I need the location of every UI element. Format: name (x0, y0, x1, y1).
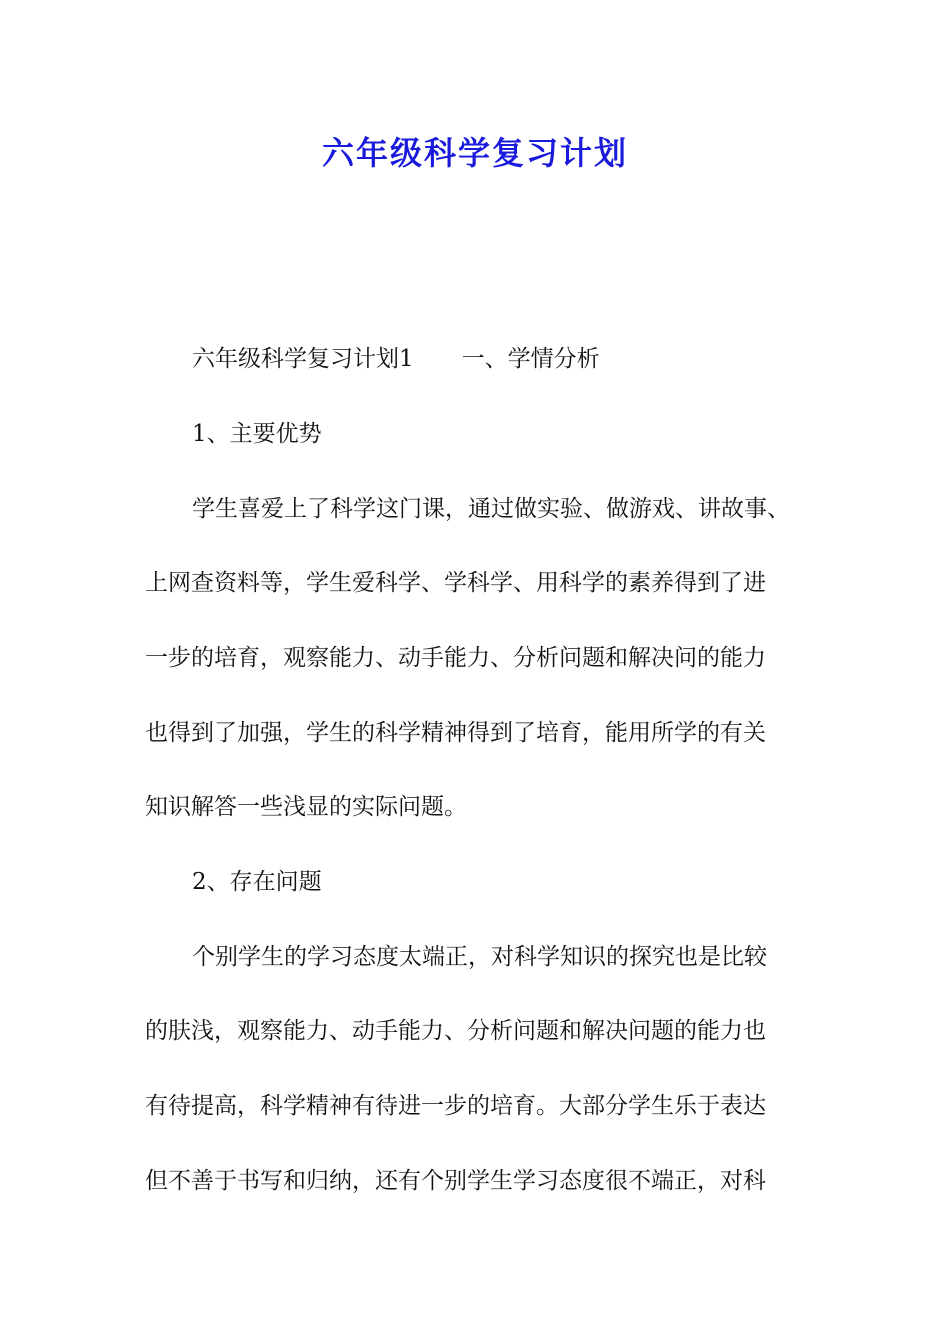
section-heading-left: 六年级科学复习计划1 (192, 346, 414, 372)
paragraph-line: 的肤浅，观察能力、动手能力、分析问题和解决问题的能力也 (145, 1018, 766, 1044)
paragraph-line: 有待提高，科学精神有待进一步的培育。大部分学生乐于表达 (145, 1093, 766, 1119)
paragraph-line: 学生喜爱上了科学这门课，通过做实验、做游戏、讲故事、 (192, 496, 790, 522)
paragraph-line: 上网查资料等，学生爱科学、学科学、用科学的素养得到了进 (145, 570, 766, 596)
paragraph-line: 个别学生的学习态度太端正，对科学知识的探究也是比较 (192, 944, 767, 970)
paragraph-line: 一步的培育，观察能力、动手能力、分析问题和解决问的能力 (145, 645, 766, 671)
subsection-heading-problems: 2、存在问题 (192, 869, 322, 895)
paragraph-line: 但不善于书写和归纳，还有个别学生学习态度很不端正，对科 (145, 1168, 766, 1194)
section-heading (192, 344, 872, 374)
paragraph-line: 知识解答一些浅显的实际问题。 (145, 794, 467, 820)
document-title: 六年级科学复习计划 (321, 134, 628, 172)
paragraph-line: 也得到了加强，学生的科学精神得到了培育，能用所学的有关 (145, 720, 766, 746)
section-heading-right: 一、学情分析 (461, 346, 600, 372)
subsection-heading-advantages: 1、主要优势 (192, 421, 322, 447)
